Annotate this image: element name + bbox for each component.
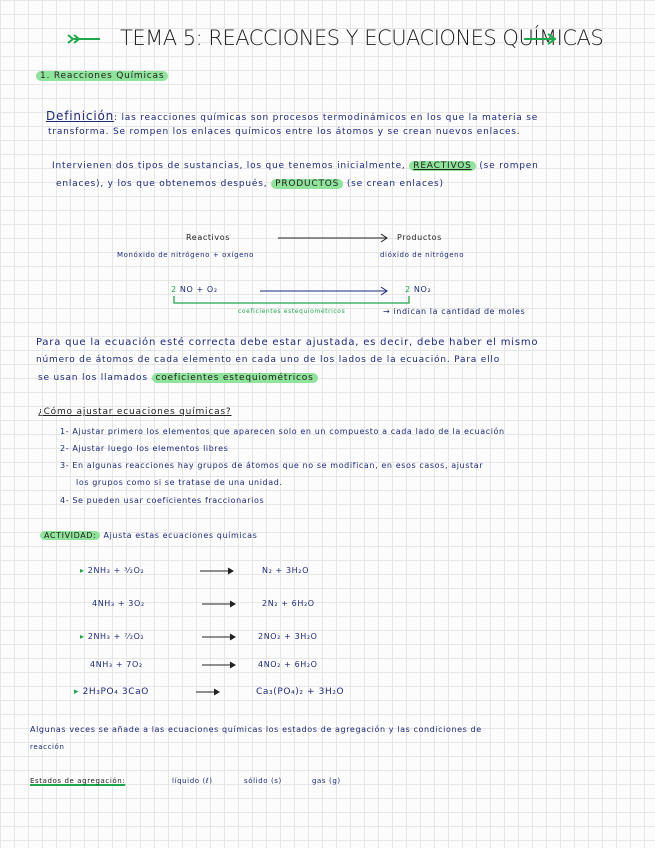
productos-label: Productos: [397, 233, 442, 242]
bullet-icon: ▸: [80, 632, 85, 641]
balance-line-3: se usan los llamados coeficientes estequiométricos: [38, 373, 318, 383]
arrow-right-icon: [202, 632, 238, 642]
how-to-heading: ¿Cómo ajustar ecuaciones químicas?: [38, 407, 232, 417]
arrow-right-icon: [202, 599, 238, 609]
activity-row-right: Ca₃(PO₄)₂ + 3H₂O: [256, 687, 345, 697]
balance-line-1: Para que la ecuación esté correcta debe estar ajustada, es decir, debe haber el mismo: [36, 337, 539, 348]
arrow-right-icon: [196, 687, 222, 697]
equation-right: 2 NO₂: [405, 285, 432, 294]
coefficient-label: coeficientes estequiométricos: [238, 308, 346, 315]
states-label: Estados de agregación:: [30, 777, 126, 785]
activity-row-right: N₂ + 3H₂O: [262, 566, 309, 575]
reactivos-highlight: REACTIVOS: [409, 161, 475, 171]
bullet-icon: ▸: [80, 566, 85, 575]
bullet-icon: ▸: [74, 687, 80, 697]
step-3: 3- En algunas reacciones hay grupos de átomos que no se modifican, en esos casos, ajustar: [60, 461, 484, 470]
section-heading: 1. Reacciones Químicas: [36, 71, 168, 81]
double-arrow-left-icon: [66, 33, 102, 45]
arrow-right-icon: [522, 33, 558, 45]
step-2: 2- Ajustar luego los elementos libres: [60, 444, 229, 453]
intervene-line-1: Intervienen dos tipos de sustancias, los que tenemos inicialmente, REACTIVOS (se rompen: [52, 161, 539, 171]
step-4: 4- Se pueden usar coeficientes fraccionarios: [60, 496, 265, 505]
arrow-right-icon: [200, 566, 236, 576]
activity-row: ▸ 2NH₃ + ³⁄₂O₂: [80, 566, 145, 575]
step-1: 1- Ajustar primero los elementos que aparecen solo en un compuesto a cada lado de la ecuación: [60, 427, 505, 436]
coefficient-note: → indican la cantidad de moles: [383, 307, 526, 316]
activity-label: ACTIVIDAD:: [40, 531, 100, 540]
activity-row-right: 4NO₂ + 6H₂O: [258, 660, 318, 669]
balance-line-2: número de átomos de cada elemento en cada uno de los lados de la ecuación. Para ello: [36, 355, 501, 365]
state-liquid: líquido (ℓ): [172, 777, 213, 785]
reactivos-label: Reactivos: [186, 233, 230, 242]
step-3-continued: los grupos como si se tratase de una unidad.: [76, 478, 283, 487]
page-title: TEMA 5: REACCIONES Y ECUACIONES QUÍMICAS: [120, 26, 604, 50]
coefficient-bracket: [173, 296, 413, 306]
activity-heading: ACTIVIDAD: Ajusta estas ecuaciones químicas: [40, 531, 257, 540]
closing-line-2: reacción: [30, 743, 65, 751]
activity-row: ▸ 2NH₃ + ⁷⁄₂O₂: [80, 632, 145, 641]
activity-row-right: 2N₂ + 6H₂O: [262, 599, 315, 608]
arrow-right-icon: [260, 286, 390, 296]
closing-line-1: Algunas veces se añade a las ecuaciones químicas los estados de agregación y las condiciones de: [30, 725, 482, 734]
coeficientes-highlight: coeficientes estequiométricos: [152, 373, 318, 383]
definition-line-1: Definición: las reacciones químicas son procesos termodinámicos en los que la materia se: [46, 109, 539, 123]
activity-row: 4NH₃ + 7O₂: [90, 660, 143, 669]
equation-left: 2 NO + O₂: [171, 285, 218, 294]
reactivos-names: Monóxido de nitrógeno + oxígeno: [117, 251, 254, 259]
productos-highlight: PRODUCTOS: [271, 179, 343, 189]
arrow-right-icon: [278, 233, 390, 243]
activity-row: ▸ 2H₃PO₄ 3CaO: [74, 687, 149, 697]
definition-line-2: transforma. Se rompen los enlaces químicos entre los átomos y se crean nuevos enlaces.: [48, 127, 521, 137]
activity-row-right: 2NO₂ + 3H₂O: [258, 632, 318, 641]
state-solid: sólido (s): [244, 777, 282, 785]
productos-names: dióxido de nitrógeno: [380, 251, 465, 259]
activity-row: 4NH₃ + 3O₂: [92, 599, 145, 608]
arrow-right-icon: [202, 660, 238, 670]
intervene-line-2: enlaces), y los que obtenemos después, PRODUCTOS (se crean enlaces): [56, 179, 444, 189]
definition-label: Definición: [46, 109, 114, 123]
state-gas: gas (g): [312, 777, 341, 785]
